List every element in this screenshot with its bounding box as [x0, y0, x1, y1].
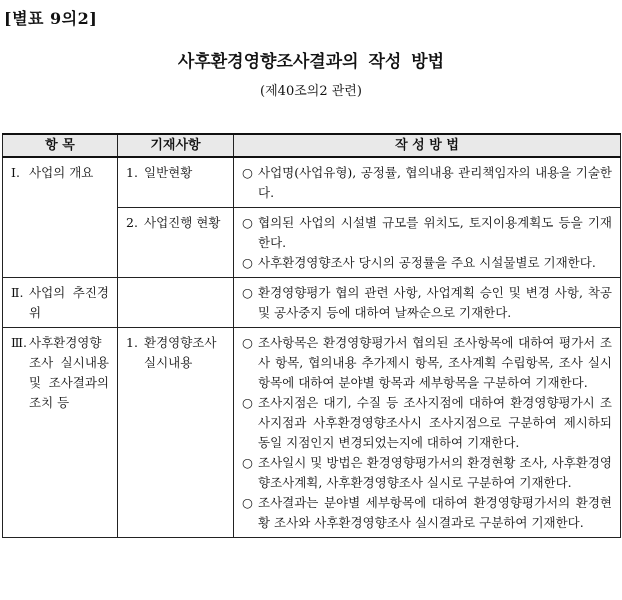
- method-text: 조사일시 및 방법은 환경영향평가서의 환경현황 조사, 사후환경영향조사계획, 사후환경영향조사 실시로 구분하여 기재한다.: [258, 455, 612, 490]
- method-text: 조사항목은 환경영향평가서 협의된 조사항목에 대하여 평가서 조사 항목, 협의내용 추가제시 항목, 조사계획 수립항목, 조사 실시항목에 대하여 분야별 항목과 세부항목을 구분하여 기재한다.: [258, 335, 612, 390]
- header-entry: 기재사항: [118, 134, 234, 157]
- bullet-symbol: ○: [242, 455, 253, 470]
- method-text: 사업명(사업유형), 공정률, 협의내용 관리책임자의 내용을 기술한다.: [258, 165, 612, 200]
- method-text: 사후환경영향조사 당시의 공정률을 주요 시설물별로 기재한다.: [258, 255, 596, 270]
- bullet-symbol: ○: [242, 285, 253, 300]
- item-text: 사업의 개요: [29, 165, 94, 180]
- method-bullet: [242, 453, 612, 493]
- entry-text: 사업진행 현황: [144, 215, 221, 230]
- entry-cell: [118, 157, 234, 208]
- entry-mark: 1.: [126, 335, 138, 350]
- entry-mark: 2.: [126, 215, 138, 230]
- entry-text: 일반현황: [144, 165, 193, 180]
- document-subtitle: (제40조의2 관련): [260, 84, 362, 99]
- item-cell: [3, 328, 118, 538]
- method-bullet: [242, 333, 612, 393]
- table-header-row: [3, 134, 621, 157]
- method-bullet: [242, 213, 612, 253]
- bullet-symbol: ○: [242, 395, 253, 410]
- table-row: [3, 278, 621, 328]
- item-cell: [3, 278, 118, 328]
- method-bullet: [242, 493, 612, 533]
- method-cell: [234, 208, 621, 278]
- item-mark: Ⅰ.: [11, 165, 20, 180]
- bullet-symbol: ○: [242, 335, 253, 350]
- method-cell: [234, 278, 621, 328]
- method-text: 조사지점은 대기, 수질 등 조사지점에 대하여 환경영향평가시 조사지점과 사후환경영향조사시 조사지점으로 구분하여 제시하되 동일 지점인지 변경되었는지에 대하여 기재한다.: [258, 395, 612, 450]
- entry-cell: [118, 328, 234, 538]
- method-text: 조사결과는 분야별 세부항목에 대하여 환경영향평가서의 환경현황 조사와 사후환경영향조사 실시결과로 구분하여 기재한다.: [258, 495, 612, 530]
- annex-label: [별표 9의2]: [4, 9, 98, 28]
- header-method: 작 성 방 법: [234, 134, 621, 157]
- header-item: 항 목: [3, 134, 118, 157]
- bullet-symbol: ○: [242, 215, 253, 230]
- item-mark: Ⅱ.: [11, 285, 24, 300]
- item-mark: Ⅲ.: [11, 335, 28, 350]
- entry-mark: 1.: [126, 165, 138, 180]
- item-cell: [3, 157, 118, 278]
- method-text: 환경영향평가 협의 관련 사항, 사업계획 승인 및 변경 사항, 착공 및 공사중지 등에 대하여 날짜순으로 기재한다.: [258, 285, 612, 320]
- entry-text: 환경영향조사 실시내용: [144, 335, 217, 370]
- item-text: 사후환경영향조사 실시내용 및 조사결과의 조치 등: [29, 335, 109, 410]
- entry-cell: [118, 278, 234, 328]
- method-bullet: [242, 283, 612, 323]
- bullet-symbol: ○: [242, 165, 253, 180]
- method-bullet: [242, 393, 612, 453]
- method-text: 협의된 사업의 시설별 규모를 위치도, 토지이용계획도 등을 기재한다.: [258, 215, 612, 250]
- method-table: [2, 133, 621, 538]
- method-cell: [234, 157, 621, 208]
- entry-cell: [118, 208, 234, 278]
- method-bullet: [242, 253, 612, 273]
- table-row: [3, 328, 621, 538]
- method-cell: [234, 328, 621, 538]
- table-row: [3, 157, 621, 208]
- bullet-symbol: ○: [242, 495, 253, 510]
- document-title: 사후환경영향조사결과의 작성 방법: [177, 52, 445, 72]
- method-bullet: [242, 163, 612, 203]
- item-text: 사업의 추진경위: [29, 285, 109, 320]
- bullet-symbol: ○: [242, 255, 253, 270]
